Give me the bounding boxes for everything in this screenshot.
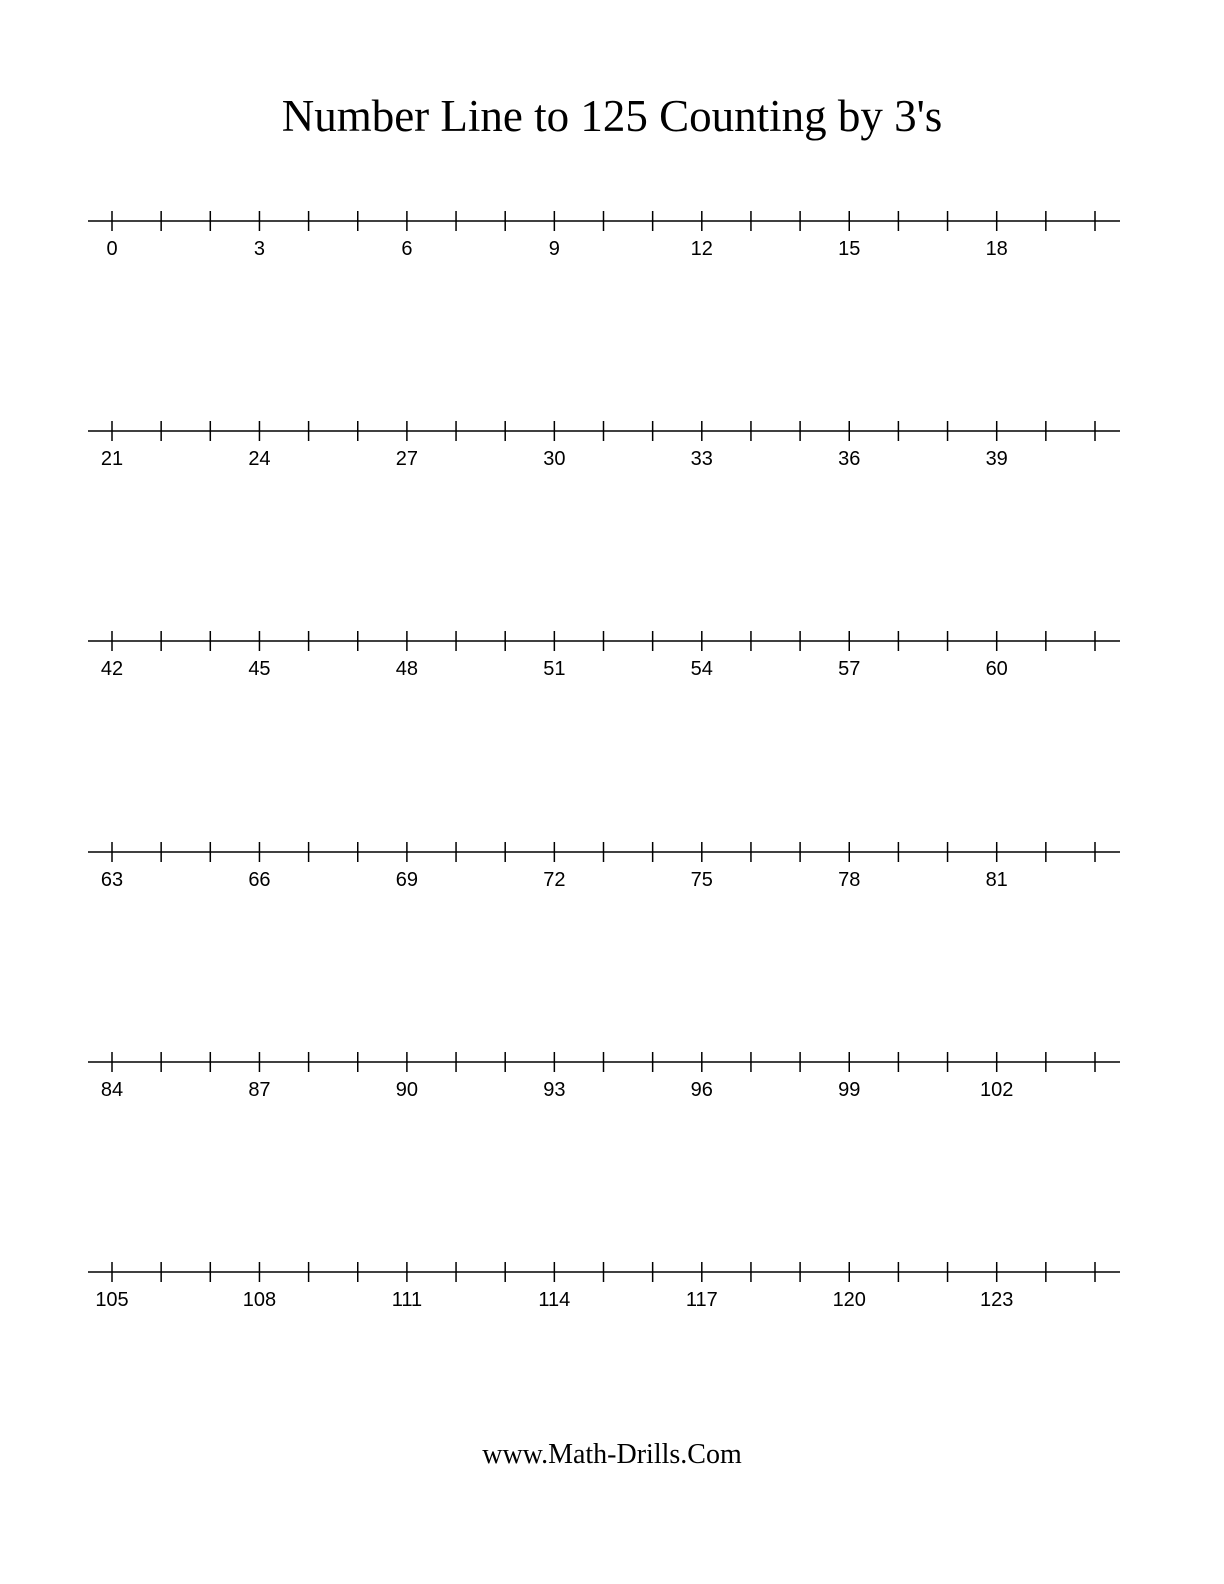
number-line-3: [88, 631, 1120, 680]
tick-label: 51: [543, 658, 566, 680]
tick-label: 9: [548, 238, 560, 260]
tick-label: 39: [985, 448, 1008, 470]
tick-label: 0: [106, 238, 118, 260]
tick-label: 33: [690, 448, 713, 470]
tick-label: 24: [248, 448, 271, 470]
tick-label: 66: [248, 869, 271, 891]
tick-label: 21: [100, 448, 124, 470]
tick-label: 36: [838, 448, 861, 470]
tick-label: 57: [838, 658, 861, 680]
tick-label: 105: [95, 1289, 129, 1311]
tick-label: 75: [690, 869, 713, 891]
tick-label: 3: [253, 238, 266, 260]
number-line-1: [88, 211, 1120, 260]
tick-label: 72: [543, 869, 566, 891]
tick-label: 114: [538, 1289, 571, 1311]
tick-label: 18: [985, 238, 1008, 260]
tick-label: 42: [100, 658, 124, 680]
tick-label: 99: [838, 1079, 861, 1101]
tick-label: 120: [832, 1289, 866, 1311]
tick-label: 15: [838, 238, 861, 260]
tick-label: 81: [985, 869, 1008, 891]
tick-label: 123: [980, 1289, 1014, 1311]
tick-label: 27: [395, 448, 419, 470]
tick-label: 6: [401, 238, 413, 260]
tick-label: 87: [248, 1079, 271, 1101]
tick-label: 96: [690, 1079, 713, 1101]
tick-label: 102: [980, 1079, 1014, 1101]
tick-label: 60: [985, 658, 1008, 680]
page-title: Number Line to 125 Counting by 3's: [281, 91, 943, 141]
tick-label: 63: [100, 869, 124, 891]
tick-label: 90: [395, 1079, 419, 1101]
footer-website: www.Math-Drills.Com: [482, 1439, 742, 1470]
tick-label: 69: [395, 869, 419, 891]
number-line-4: [88, 842, 1120, 891]
tick-label: 84: [100, 1079, 124, 1101]
number-line-2: [88, 421, 1120, 470]
tick-label: 117: [685, 1289, 718, 1311]
tick-label: 54: [690, 658, 713, 680]
tick-label: 78: [838, 869, 861, 891]
tick-label: 12: [690, 238, 713, 260]
tick-label: 111: [391, 1289, 423, 1311]
tick-label: 93: [543, 1079, 566, 1101]
tick-label: 30: [543, 448, 566, 470]
number-line-5: [88, 1052, 1120, 1101]
tick-label: 45: [248, 658, 271, 680]
tick-label: 48: [395, 658, 419, 680]
tick-label: 108: [242, 1289, 277, 1311]
number-line-6: [88, 1262, 1120, 1311]
